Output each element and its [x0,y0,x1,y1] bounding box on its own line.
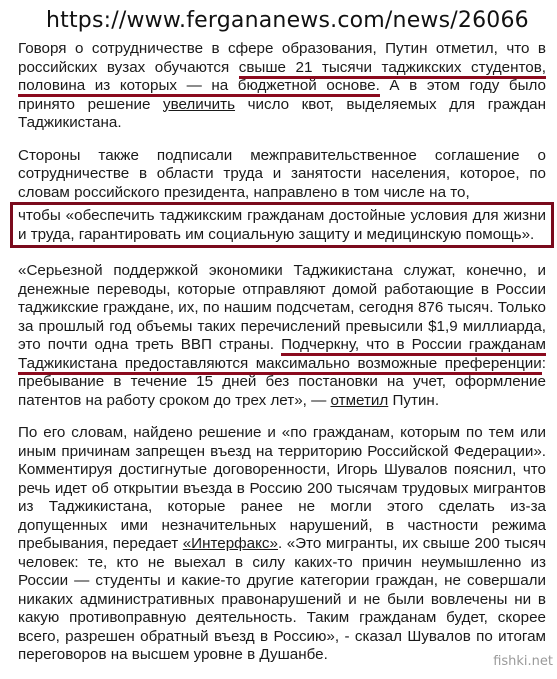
paragraph-remittances [18,262,546,410]
link-uvelichit[interactable]: увеличить [162,95,236,113]
paragraph-education [18,40,546,133]
article-body [18,40,546,679]
paragraph-text: А в этом году было принято решение [18,77,546,113]
paragraph-entry-ban [18,424,546,665]
paragraph-text: Говоря о сотрудничестве в сфере образования, Путин отметил, что в российских вузах обучаются [18,40,546,76]
paragraph-text: число квот, выделяемых для граждан Таджикистана. [18,95,546,131]
paragraph-text: : пребывание в течение 15 дней без постановки на учет, оформление патентов на работу сроком до трех лет», — [18,354,546,409]
source-url: https://www.fergananews.com/news/26066 [46,8,529,33]
link-otmetil[interactable]: отметил [330,391,389,409]
paragraph-labor-agreement [18,147,546,249]
watermark: fishki.net [493,654,553,669]
paragraph-text: Стороны также подписали межправительственное соглашение о сотрудничестве в области труда и занятости населения, которое, по словам российского президента, направлено в том числе на то, [18,146,546,201]
link-interfax[interactable]: «Интерфакс» [182,535,278,552]
paragraph-text: Путин. [388,391,440,409]
boxed-quote: чтобы «обеспечить таджикским гражданам достойные условия для жизни и труда, гарантировать им социальную защиту и медицинскую помощь». [10,202,554,248]
underlined-highlight: свыше 21 тысячи таджикских студентов, половина из которых — на бюджетной основе. [18,59,546,98]
underlined-highlight: Подчеркну, что в России гражданам Таджикистана предоставляются максимально возможные преференции [18,336,546,375]
paragraph-text: . «Это мигранты, их свыше 200 тысяч человек: те, кто не выехал в силу каких-то причин неумышленно из России — студенты и какие-то другие категории граждан, не совершали никаких административных правонарушений и не были вовлечены ни в какую противоправную деятельность. Таким гражданам будет, скорее всего, разрешен обратный въезд в Россию», - сказал Шувалов по итогам переговоров на высшем уровне в Душанбе. [18,535,546,663]
paragraph-text: По его словам, найдено решение и «по гражданам, которым по тем или иным причинам запрещен въезд на территорию Российской Федерации». Комментируя достигнутые договоренности, Игорь Шувалов пояснил, что речь идет об открытии въезда в Россию 200 тысячам трудовых мигрантов из Таджикистана, которые ранее не могли этого сделать из-за допущенных ими незначительных нарушений, в частности режима пребывания, передает [18,424,546,552]
paragraph-text: «Серьезной поддержкой экономики Таджикистана служат, конечно, и денежные переводы, которые отправляют домой работающие в России таджикские граждане, их, по нашим подсчетам, сегодня 876 тысяч. Только за прошлый год объемы таких перечислений превысили $1,9 миллиарда, это почти одна треть ВВП страны. [18,262,546,353]
